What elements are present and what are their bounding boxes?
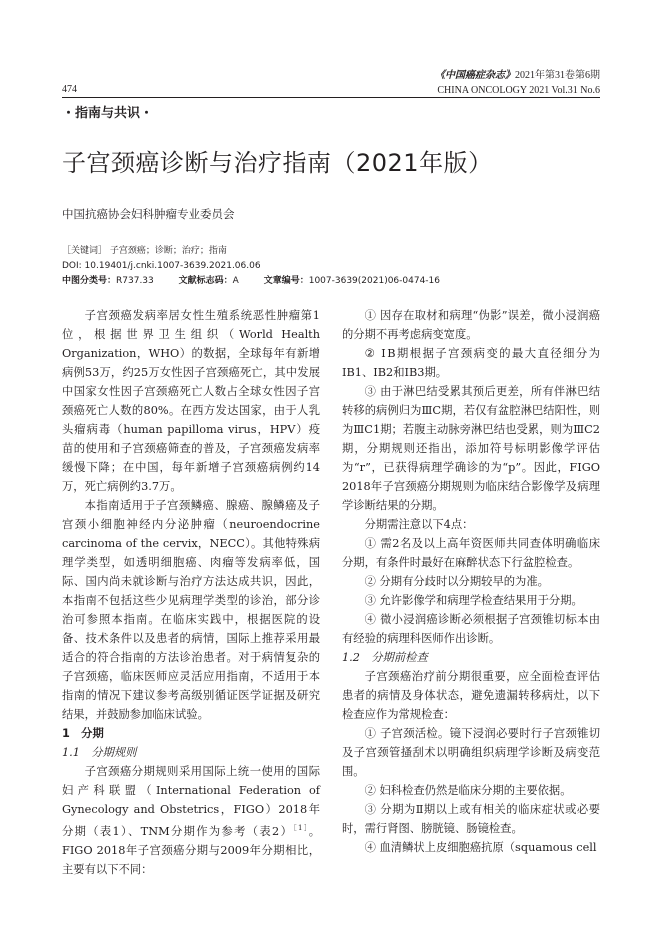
doc-code: A: [232, 276, 239, 286]
paragraph: 子宫颈癌发病率居女性生殖系统恶性肿瘤第1位，根据世界卫生组织（World Health Organization，WHO）的数据，全球每年有新增病例53万，约25万女性因子宫颈癌死亡，其中发展中国家女性因子宫颈癌死亡人数占全球女性因子宫颈癌死亡人数的80%。在西方发达国家，由于人乳头瘤病毒（human papilloma virus，HPV）疫苗的使用和子宫颈癌筛查的普及，子宫颈癌发病率缓慢下降；在中国，每年新增子宫颈癌病例约14万，死亡病例约3.7万。: [62, 309, 320, 493]
subsection-heading: 1.1 分期规则: [62, 746, 137, 759]
list-item: ① 子宫颈活检。镜下浸润必要时行子宫颈锥切及子宫颈管搔刮术以明确组织病理学诊断及病变范围。: [342, 727, 600, 778]
journal-en: CHINA ONCOLOGY 2021 Vol.31 No.6: [437, 85, 600, 96]
article-no-label: 文章编号：: [263, 276, 309, 286]
clc-code: R737.33: [116, 276, 154, 286]
list-item: ③ 由于淋巴结受累其预后更差，所有伴淋巴结转移的病例归为ⅢC期，若仅有盆腔淋巴结阳性，则为ⅢC1期；若腹主动脉旁淋巴结也受累，则为ⅢC2期，分期规则还指出，添加符号标明影像学评估为“r”，已获得病理学确诊的为“p”。因此，FIGO 2018年子宫颈癌分期规则为临床结合影像学及病理学诊断结果的分期。: [342, 385, 600, 512]
clc-label: 中图分类号：: [62, 276, 117, 286]
list-item: ④ 血清鳞状上皮细胞癌抗原（squamous cell: [364, 841, 597, 854]
article-no: 1007-3639(2021)06-0474-16: [308, 276, 441, 286]
list-item: ② 分期有分歧时以分期较早的为准。: [364, 575, 549, 588]
paragraph-text: 。FIGO 2018年子宫颈癌分期与2009年分期相比，主要有以下不同：: [62, 824, 320, 876]
header-rule: [62, 97, 600, 98]
doc-code-label: 文献标志码：: [178, 276, 233, 286]
left-column: [62, 306, 320, 879]
article-meta: [62, 244, 440, 289]
list-item: ④ 微小浸润癌诊断必须根据子宫颈锥切标本由有经验的病理科医师作出诊断。: [342, 613, 600, 645]
paragraph: 分期需注意以下4点：: [364, 518, 474, 531]
paragraph-text: 子宫颈癌分期规则采用国际上统一使用的国际妇产科联盟（International Federation of Gynecology and Obstetrics，FIGO）2018年分期（表1）、TNM分期作为参考（表2）: [62, 765, 320, 838]
list-item: ② ⅠB期根据子宫颈病变的最大直径细分为ⅠB1、ⅠB2和ⅠB3期。: [342, 347, 600, 379]
article-title: 子宫颈癌诊断与治疗指南（2021年版）: [62, 149, 493, 177]
authors: 中国抗癌协会妇科肿瘤专业委员会: [62, 207, 235, 221]
page-number: 474: [62, 84, 77, 95]
journal-name: 《中国癌症杂志》: [435, 70, 515, 81]
keywords: 子宫颈癌；诊断；治疗；指南: [109, 246, 227, 256]
list-item: ③ 分期为Ⅱ期以上或有相关的临床症状或必要时，需行肾图、膀胱镜、肠镜检查。: [342, 803, 600, 835]
paragraph: [62, 762, 320, 879]
paragraph: 本指南适用于子宫颈鳞癌、腺癌、腺鳞癌及子宫颈小细胞神经内分泌肿瘤（neuroendocrine carcinoma of the cervix，NECC）。其他特殊病理学类型，如透明细胞癌、肉瘤等发病率低，国际、国内尚未就诊断与治疗方法达成共识，因此，本指南不包括这些少见病理学类型的诊治，部分诊治可参照本指南。在临床实践中，根据医院的设备、技术条件以及患者的病情，国际上推荐采用最适合的符合指南的方法诊治患者。对于病情复杂的子宫颈癌，临床医师应灵活应用指南，不适用于本指南的情况下建议参考高级别循证医学证据及研究结果，并鼓励参加临床试验。: [62, 499, 320, 721]
right-column: [342, 306, 600, 857]
list-item: ① 因存在取材和病理“伪影”误差，微小浸润癌的分期不再考虑病变宽度。: [342, 309, 600, 341]
paragraph: 子宫颈癌治疗前分期很重要，应全面检查评估患者的病情及身体状态，避免遗漏转移病灶，以下检查应作为常规检查：: [342, 670, 600, 721]
keywords-label: ［关键词］: [62, 246, 108, 256]
list-item: ③ 允许影像学和病理学检查结果用于分期。: [364, 594, 583, 607]
journal-header: [435, 68, 600, 98]
section-heading: 1 分期: [62, 727, 104, 740]
section-label: ・指南与共识・: [62, 106, 154, 121]
doi: DOI: 10.19401/j.cnki.1007-3639.2021.06.06: [62, 261, 261, 271]
list-item: ① 需2名及以上高年资医师共同查体明确临床分期，有条件时最好在麻醉状态下行盆腔检查。: [342, 537, 600, 569]
list-item: ② 妇科检查仍然是临床分期的主要依据。: [364, 784, 572, 797]
journal-issue: 2021年第31卷第6期: [515, 70, 600, 81]
citation-ref[interactable]: ［1］: [293, 824, 309, 832]
subsection-heading: 1.2 分期前检查: [342, 651, 428, 664]
